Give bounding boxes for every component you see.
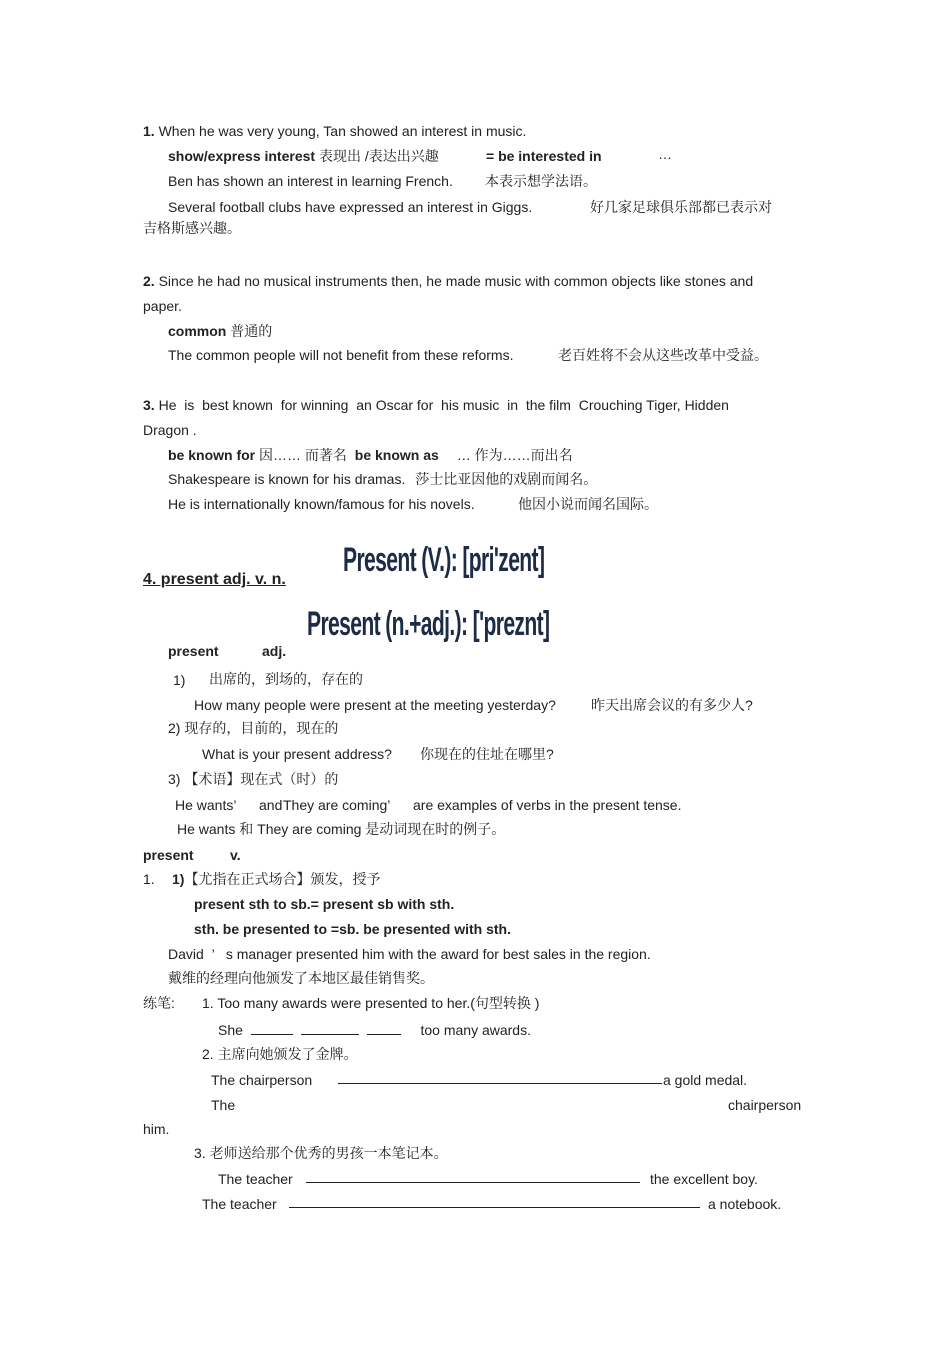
s4-m1-num: 1) bbox=[173, 672, 186, 688]
q2-blank-1[interactable] bbox=[338, 1071, 662, 1084]
s1-sentence: When he was very young, Tan showed an interest in music. bbox=[158, 123, 527, 139]
s4-heading: 4. present adj. v. n. bbox=[143, 571, 286, 588]
s4-v1-ex-en: David ’ s manager presented him with the award for best sales in the region. bbox=[168, 946, 651, 962]
practice-q2-b-wrap: him. bbox=[143, 1121, 170, 1137]
s1-ex2-en: Several football clubs have expressed an interest in Giggs. bbox=[168, 199, 533, 215]
q3-blank-1[interactable] bbox=[306, 1170, 640, 1183]
s1-ex1-en: Ben has shown an interest in learning French. bbox=[168, 173, 453, 189]
s3-phrase-line bbox=[168, 446, 573, 464]
s3-phrase2-cn: … 作为……而出名 bbox=[456, 447, 573, 463]
s1-ex1-cn: 本表示想学法语。 bbox=[485, 173, 597, 189]
s4-adj-label: present bbox=[168, 643, 219, 659]
practice-q2: 2. 主席向她颁发了金牌。 bbox=[202, 1046, 358, 1062]
s2-word-cn: 普通的 bbox=[230, 323, 273, 339]
practice-q3-a-start: The teacher bbox=[218, 1171, 293, 1187]
s4-v1-ex-cn: 戴维的经理向他颁发了本地区最佳销售奖。 bbox=[168, 970, 434, 986]
s4-m1-ex-en: How many people were present at the meeting yesterday? bbox=[194, 697, 556, 713]
s2-ex-en: The common people will not benefit from these reforms. bbox=[168, 347, 514, 363]
s1-ex2-cn-b: 吉格斯感兴趣。 bbox=[143, 220, 241, 236]
s3-sentence-b: Dragon . bbox=[143, 422, 197, 438]
s4-v1-head: 1) bbox=[172, 871, 185, 887]
s4-v1-cn: 【尤指在正式场合】颁发，授予 bbox=[184, 871, 381, 887]
s4-m3-cn: 是动词现在时的例子。 bbox=[365, 821, 506, 837]
s4-m2: 2) 现存的，目前的，现在的 bbox=[168, 720, 339, 736]
practice-q2-a-start: The chairperson bbox=[211, 1072, 313, 1088]
practice-q1-she: She bbox=[218, 1022, 243, 1038]
s3-ex2-en: He is internationally known/famous for his novels. bbox=[168, 496, 475, 512]
practice-q3-b-start: The teacher bbox=[202, 1196, 277, 1212]
s2-word-line bbox=[168, 322, 272, 340]
s1-sentence-line bbox=[143, 122, 526, 140]
q1-blank-1[interactable] bbox=[251, 1022, 293, 1035]
s4-v-pos: v. bbox=[230, 847, 241, 863]
s3-sentence-a: He is best known for winning an Oscar for his music in the film Crouching Tiger, Hidden bbox=[158, 397, 729, 413]
s4-v1-num: 1. bbox=[143, 871, 155, 887]
practice-q1-answer-line bbox=[218, 1021, 531, 1039]
s4-v-label: present bbox=[143, 847, 194, 863]
s3-number: 3. bbox=[143, 397, 155, 413]
s1-phrase-line bbox=[168, 147, 439, 165]
s3-ex1-line bbox=[168, 470, 597, 488]
s2-ex-cn: 老百姓将不会从这些改革中受益。 bbox=[558, 347, 768, 363]
q3-blank-2[interactable] bbox=[289, 1195, 700, 1208]
s3-phrase2: be known as bbox=[354, 447, 439, 463]
s4-m3-cn-line bbox=[177, 820, 505, 838]
s3-sentence-line bbox=[143, 396, 729, 414]
s2-number: 2. bbox=[143, 273, 155, 289]
pronunciation-noun-adj: Present (n.+adj.): ['preznt] bbox=[307, 605, 550, 643]
s1-phrase-cn: 表现出 /表达出兴趣 bbox=[318, 148, 439, 164]
s4-m3-ex-b: and bbox=[259, 797, 283, 813]
s3-ex1-en: Shakespeare is known for his dramas. bbox=[168, 471, 406, 487]
s4-m3-ex-a: He wants’ bbox=[175, 797, 237, 813]
s2-sentence-b: paper. bbox=[143, 298, 182, 314]
practice-q2-b-start: The bbox=[211, 1097, 236, 1113]
practice-q2-b-end: chairperson bbox=[728, 1097, 802, 1113]
practice-q1: 1. Too many awards were presented to her.(句型转换 ) bbox=[202, 995, 540, 1011]
s4-m3: 3) 【术语】现在式（时）的 bbox=[168, 771, 339, 787]
s4-m1-cn: 出席的，到场的，存在的 bbox=[209, 671, 363, 687]
s4-m3-ex-c: They are coming’ bbox=[283, 797, 391, 813]
s1-equiv: = be interested in bbox=[486, 148, 602, 164]
practice-q3-a-end: the excellent boy. bbox=[650, 1171, 758, 1187]
s2-word: common bbox=[168, 323, 227, 339]
s4-v1-line bbox=[172, 870, 380, 888]
s4-m3-cn-en: He wants 和 They are coming bbox=[177, 821, 362, 837]
s3-ex2-cn: 他因小说而闻名国际。 bbox=[518, 496, 658, 512]
s3-ex1-cn: 莎士比亚因他的戏剧而闻名。 bbox=[415, 471, 598, 487]
practice-q3: 3. 老师送给那个优秀的男孩一本笔记本。 bbox=[194, 1145, 448, 1161]
practice-q2-a-end: a gold medal. bbox=[663, 1072, 748, 1088]
s4-m2-ex-en: What is your present address? bbox=[202, 746, 392, 762]
s4-adj-pos: adj. bbox=[262, 643, 287, 659]
s1-number: 1. bbox=[143, 123, 155, 139]
q1-blank-3[interactable] bbox=[367, 1022, 401, 1035]
s4-m2-ex-cn: 你现在的住址在哪里? bbox=[420, 746, 554, 762]
s4-m3-ex-d: are examples of verbs in the present tense. bbox=[413, 797, 682, 813]
pronunciation-verb: Present (V.): [pri'zent] bbox=[343, 541, 545, 579]
s2-sentence-a: Since he had no musical instruments then, he made music with common objects like stones and bbox=[158, 273, 754, 289]
s2-sentence-line bbox=[143, 272, 753, 290]
practice-label: 练笔: bbox=[143, 995, 175, 1011]
s4-m1-ex-cn: 昨天出席会议的有多少人? bbox=[591, 697, 753, 713]
s1-ex2-cn-a: 好几家足球俱乐部都已表示对 bbox=[590, 199, 772, 215]
practice-q3-b-end: a notebook. bbox=[708, 1196, 782, 1212]
s1-phrase: show/express interest bbox=[168, 148, 316, 164]
s4-v1-p2: sth. be presented to =sb. be presented with sth. bbox=[194, 921, 512, 937]
practice-q1-tail: too many awards. bbox=[420, 1022, 531, 1038]
s4-v1-p1: present sth to sb.= present sb with sth. bbox=[194, 896, 455, 912]
s3-phrase1: be known for bbox=[168, 447, 256, 463]
s1-ellipsis: … bbox=[658, 146, 672, 162]
s3-phrase1-cn: 因…… 而著名 bbox=[259, 447, 347, 463]
q1-blank-2[interactable] bbox=[301, 1022, 359, 1035]
